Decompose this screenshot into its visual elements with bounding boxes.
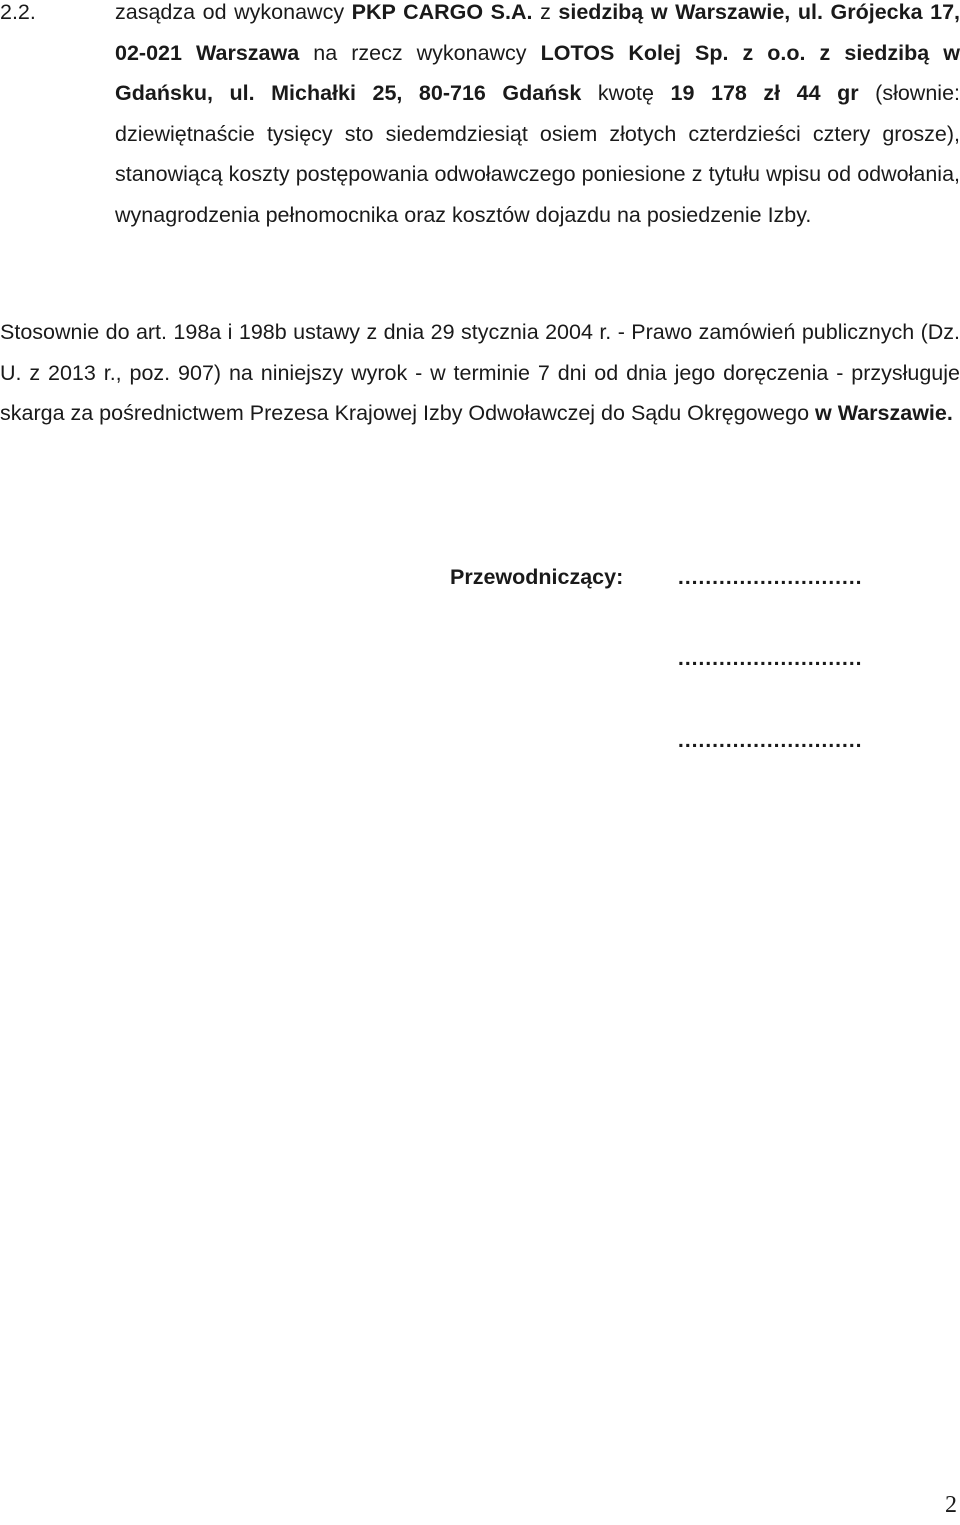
item-text-3: na rzecz wykonawcy xyxy=(299,40,541,65)
amount: 19 178 zł 44 gr xyxy=(670,81,859,105)
appeal-paragraph xyxy=(0,312,960,434)
item-body xyxy=(115,0,960,235)
signature-block xyxy=(450,557,960,760)
creditor-name-address: LOTOS Kolej Sp. z o.o. z siedzibą w Gdańsku, ul. Michałki 25, 80-716 Gdańsk xyxy=(115,40,960,105)
signature-line: ……………………… xyxy=(677,565,862,589)
item-paragraph xyxy=(115,0,960,235)
signature-line: ……………………… xyxy=(677,728,862,752)
item-text-5: (słownie: dziewiętnaście tysięcy sto siedemdziesiąt osiem złotych czterdzieści cztery grosze), stanowiącą koszty postępowania odwoławczego poniesione z tytułu wpisu od odwołania, wynagrodzenia pełnomocnika oraz kosztów dojazdu na posiedzenie Izby. xyxy=(115,81,960,227)
appeal-text: Stosownie do art. 198a i 198b ustawy z dnia 29 stycznia 2004 r. - Prawo zamówień publicznych (Dz. U. z 2013 r., poz. 907) na niniejszy wyrok - w terminie 7 dni od dnia jego doręczenia - przysługuje skarga za pośrednictwem Prezesa Krajowej Izby Odwoławczej do Sądu Okręgowego xyxy=(0,320,960,425)
appeal-court-city: w Warszawie. xyxy=(815,401,953,425)
item-text-2: z xyxy=(532,0,559,24)
item-number: 2.2. xyxy=(0,0,36,24)
appeal-instruction xyxy=(0,312,960,434)
debtor-address: siedzibą w Warszawie, ul. Grójecka 17, 02-021 Warszawa xyxy=(115,0,960,65)
signature-line: ……………………… xyxy=(677,646,862,670)
signature-row xyxy=(450,638,960,678)
signature-row xyxy=(450,720,960,760)
signature-row xyxy=(450,557,960,597)
page-number: 2 xyxy=(945,1492,957,1518)
chairperson-label: Przewodniczący: xyxy=(450,565,624,589)
item-text-4: kwotę xyxy=(581,81,671,105)
item-text-1: zasądza od wykonawcy xyxy=(115,0,352,24)
debtor-name: PKP CARGO S.A. xyxy=(351,0,533,24)
